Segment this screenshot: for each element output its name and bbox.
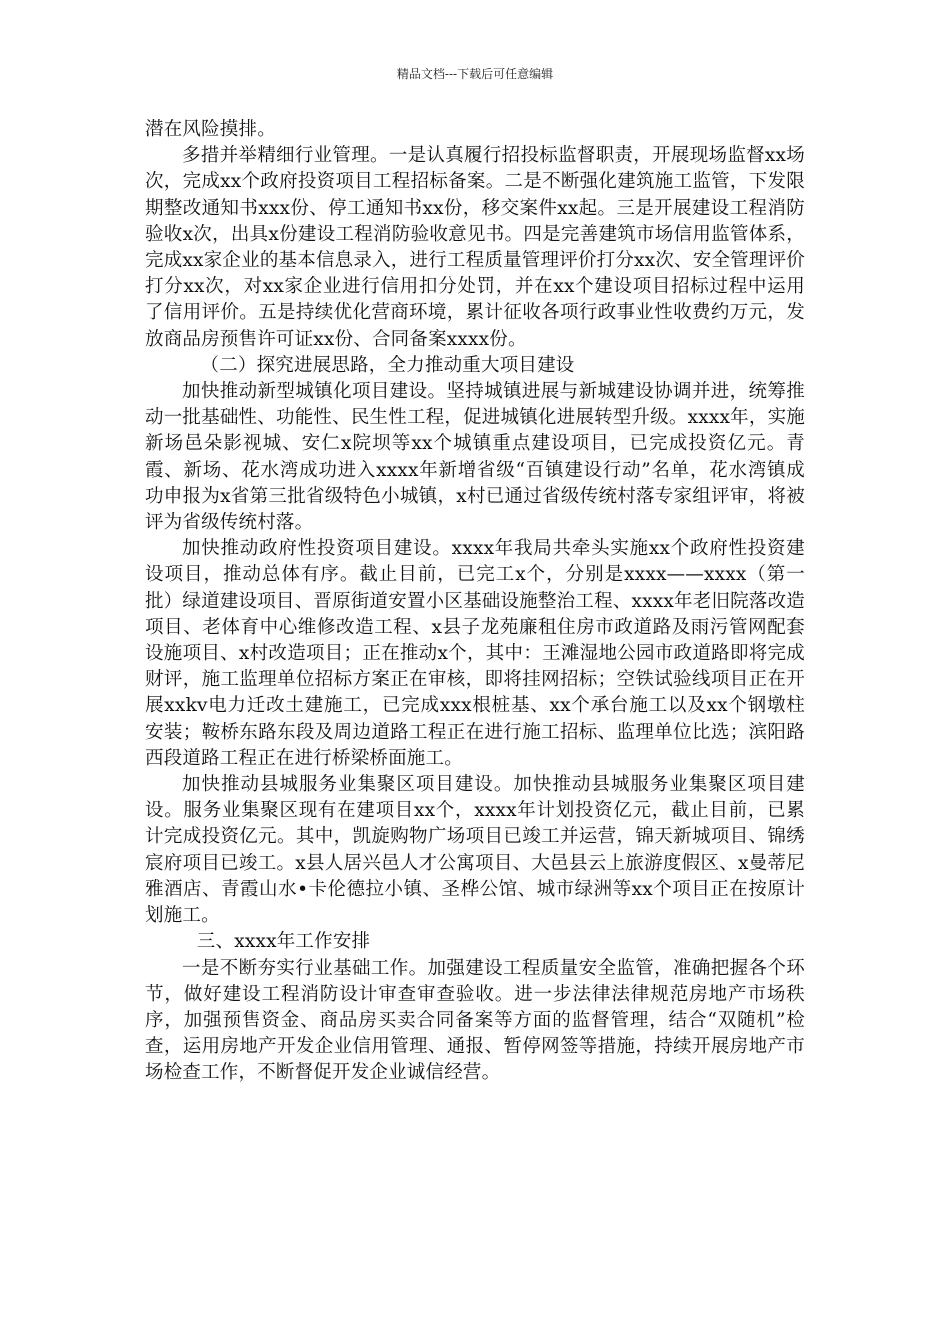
document-body	[145, 117, 805, 1087]
paragraph-industry-foundation: 一是不断夯实行业基础工作。加强建设工程质量安全监管，准确把握各个环节，做好建设工程消防设计审查审查验收。进一步法律法律规范房地产市场秩序，加强预售资金、商品房买卖合同备案等方面的监督管理，结合“双随机”检查，运用房地产开发企业信用管理、通报、暂停网签等措施，持续开展房地产市场检查工作，不断督促开发企业诚信经营。	[145, 957, 805, 1084]
paragraph-urbanization-projects: 加快推动新型城镇化项目建设。坚持城镇进展与新城建设协调并进，统筹推动一批基础性、功能性、民生性工程，促进城镇化进展转型升级。xxxx年，实施新场邑朵影视城、安仁x院坝等xx个城镇重点建设项目，已完成投资亿元。青霞、新场、花水湾成功进入xxxx年新增省级“百镇建设行动”名单，花水湾镇成功申报为x省第三批省级特色小城镇，x村已通过省级传统村落专家组评审，将被评为省级传统村落。	[145, 381, 805, 534]
paragraph-industry-management: 多措并举精细行业管理。一是认真履行招投标监督职责，开展现场监督xx场次，完成xx个政府投资项目工程招标备案。二是不断强化建筑施工监管，下发限期整改通知书xxx份、停工通知书xx份，移交案件xx起。三是开展建设工程消防验收x次，出具x份建设工程消防验收意见书。四是完善建筑市场信用监管体系，完成xx家企业的基本信息录入，进行工程质量管理评价打分xx次、安全管理评价打分xx次，对xx家企业进行信用扣分处罚，并在xx个建设项目招标过程中运用了信用评价。五是持续优化营商环境，累计征收各项行政事业性收费约万元，发放商品房预售许可证xx份、合同备案xxxx份。	[145, 145, 805, 350]
paragraph-government-investment-projects: 加快推动政府性投资项目建设。xxxx年我局共牵头实施xx个政府性投资建设项目，推动总体有序。截止目前，已完工x个，分别是xxxx——xxxx（第一批）绿道建设项目、晋原街道安置小区基础设施整治工程、xxxx年老旧院落改造项目、老体育中心维修改造工程、x县子龙苑廉租住房市政道路及雨污管网配套设施项目、x村改造项目；正在推动x个，其中：王滩湿地公园市政道路即将完成财评，施工监理单位招标方案正在审核，即将挂网招标；空铁试验线项目正在开展xxkv电力迁改土建施工，已完成xxx根桩基、xx个承台施工以及xx个钢墩柱安装；鞍桥东路东段及周边道路工程正在进行施工招标、监理单位比选；滨阳路西段道路工程正在进行桥梁桥面施工。	[145, 538, 805, 769]
section-heading-work-plan: 三、xxxx年工作安排	[196, 931, 371, 953]
page-header: 精品文档---下载后可任意编辑	[396, 67, 554, 81]
section-heading-major-projects: （二）探究进展思路，全力推动重大项目建设	[200, 354, 575, 376]
paragraph-continuation: 潜在风险摸排。	[145, 119, 276, 140]
paragraph-service-cluster-projects: 加快推动县城服务业集聚区项目建设。加快推动县城服务业集聚区项目建设。服务业集聚区现有在建项目xx个，xxxx年计划投资亿元，截止目前，已累计完成投资亿元。其中，凯旋购物广场项目已竣工并运营，锦天新城项目、锦绣宸府项目已竣工。x县人居兴邑人才公寓项目、大邑县云上旅游度假区、x曼蒂尼雅酒店、青霞山水•卡伦德拉小镇、圣桦公馆、城市绿洲等xx个项目正在按原计划施工。	[145, 774, 805, 927]
